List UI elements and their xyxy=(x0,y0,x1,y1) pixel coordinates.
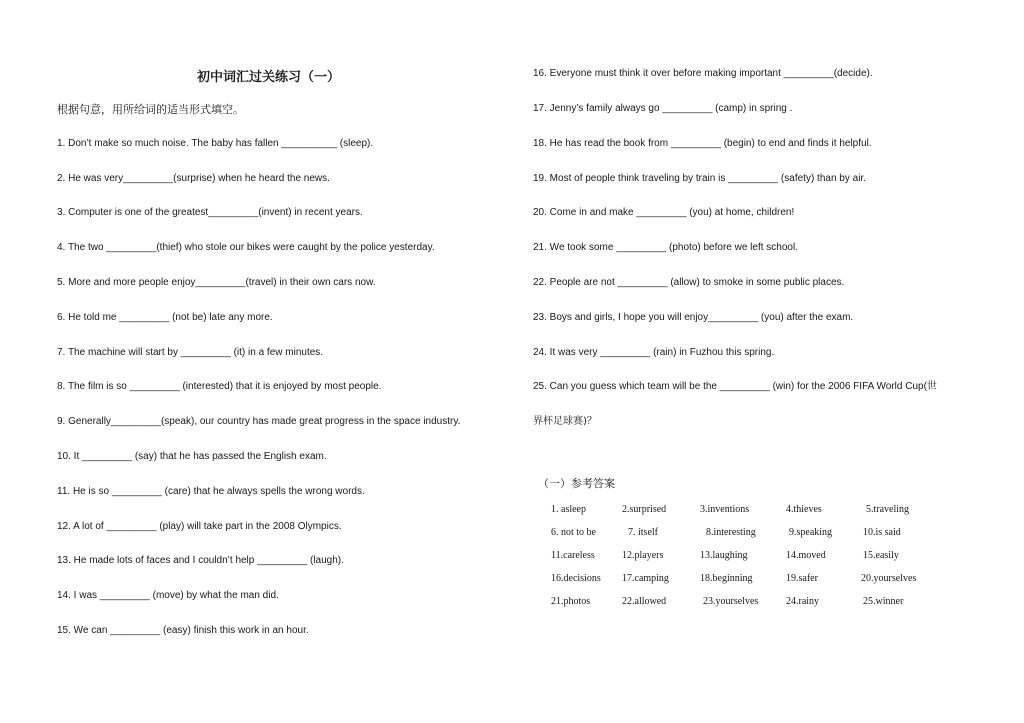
answer-1: 1. asleep xyxy=(551,504,586,515)
question-4: 4. The two _________(thief) who stole our bikes were caught by the police yesterday. xyxy=(57,242,435,253)
answer-4: 4.thieves xyxy=(786,504,822,515)
question-5: 5. More and more people enjoy_________(travel) in their own cars now. xyxy=(57,277,376,288)
answer-3: 3.inventions xyxy=(700,504,750,515)
question-15: 15. We can _________ (easy) finish this work in an hour. xyxy=(57,625,309,636)
answer-21: 21.photos xyxy=(551,596,591,607)
question-8: 8. The film is so _________ (interested) that it is enjoyed by most people. xyxy=(57,381,382,392)
question-19: 19. Most of people think traveling by train is _________ (safety) than by air. xyxy=(533,173,866,184)
question-3: 3. Computer is one of the greatest_________(invent) in recent years. xyxy=(57,207,363,218)
answer-20: 20.yourselves xyxy=(861,573,917,584)
answer-10: 10.is said xyxy=(863,527,901,538)
question-24: 24. It was very _________ (rain) in Fuzhou this spring. xyxy=(533,347,775,358)
answer-13: 13.laughing xyxy=(700,550,748,561)
answer-16: 16.decisions xyxy=(551,573,601,584)
answers-title: （一）参考答案 xyxy=(538,477,615,490)
question-21: 21. We took some _________ (photo) before we left school. xyxy=(533,242,798,253)
answer-6: 6. not to be xyxy=(551,527,596,538)
question-18: 18. He has read the book from _________ (begin) to end and finds it helpful. xyxy=(533,138,872,149)
answer-15: 15.easily xyxy=(863,550,899,561)
answer-9: 9.speaking xyxy=(789,527,833,538)
question-9: 9. Generally_________(speak), our country has made great progress in the space industry. xyxy=(57,416,461,427)
question-17: 17. Jenny’s family always go _________ (camp) in spring . xyxy=(533,103,793,114)
answer-12: 12.players xyxy=(622,550,664,561)
question-14: 14. I was _________ (move) by what the man did. xyxy=(57,590,279,601)
question-16: 16. Everyone must think it over before making important _________(decide). xyxy=(533,68,873,79)
answer-25: 25.winner xyxy=(863,596,904,607)
question-23: 23. Boys and girls, I hope you will enjoy_________ (you) after the exam. xyxy=(533,312,854,323)
answer-24: 24.rainy xyxy=(786,596,820,607)
answer-19: 19.safer xyxy=(786,573,818,584)
answer-2: 2.surprised xyxy=(622,504,667,515)
question-13: 13. He made lots of faces and I couldn’t help _________ (laugh). xyxy=(57,555,344,566)
question-22: 22. People are not _________ (allow) to smoke in some public places. xyxy=(533,277,845,288)
answer-17: 17.camping xyxy=(622,573,669,584)
question-20: 20. Come in and make _________ (you) at home, children! xyxy=(533,207,795,218)
question-12: 12. A lot of _________ (play) will take part in the 2008 Olympics. xyxy=(57,521,342,532)
answer-23: 23.yourselves xyxy=(703,596,759,607)
answer-11: 11.careless xyxy=(551,550,595,561)
question-11: 11. He is so _________ (care) that he always spells the wrong words. xyxy=(57,486,365,497)
question-10: 10. It _________ (say) that he has passed the English exam. xyxy=(57,451,327,462)
question-25: 25. Can you guess which team will be the _________ (win) for the 2006 FIFA World Cup(世 xyxy=(533,381,937,392)
question-2: 2. He was very_________(surprise) when he heard the news. xyxy=(57,173,330,184)
question-6: 6. He told me _________ (not be) late any more. xyxy=(57,312,273,323)
instruction: 根据句意，用所给词的适当形式填空。 xyxy=(57,103,244,116)
answer-14: 14.moved xyxy=(786,550,826,561)
answer-22: 22.allowed xyxy=(622,596,667,607)
answer-5: 5.traveling xyxy=(866,504,910,515)
page-title: 初中词汇过关练习（一） xyxy=(197,70,341,85)
question-7: 7. The machine will start by _________ (it) in a few minutes. xyxy=(57,347,324,358)
question-1: 1. Don’t make so much noise. The baby has fallen __________ (sleep). xyxy=(57,138,374,149)
answer-7: 7. itself xyxy=(628,527,658,538)
question-25-continuation: 界杯足球赛)？ xyxy=(533,416,597,427)
answer-18: 18.beginning xyxy=(700,573,753,584)
answer-8: 8.interesting xyxy=(706,527,756,538)
